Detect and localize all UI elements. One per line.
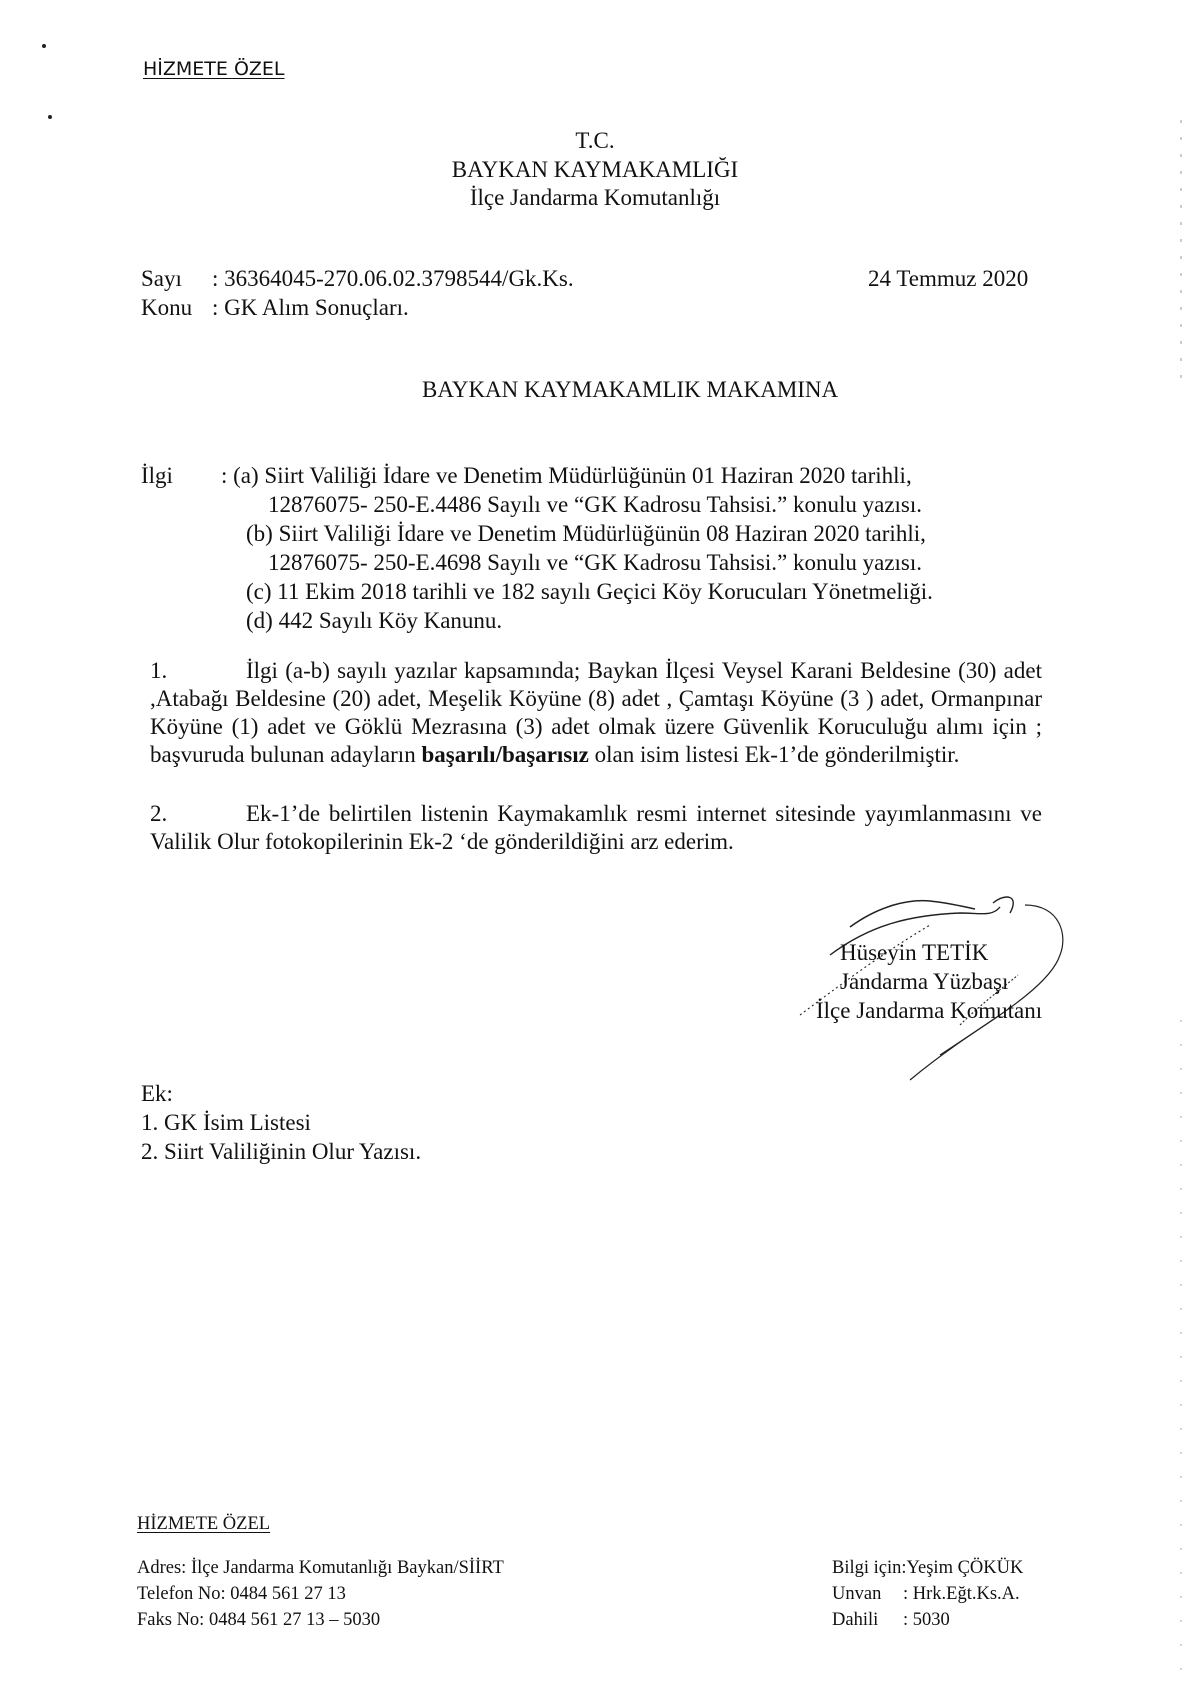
paragraph-2: [150, 800, 1042, 856]
reference-line-c: (c) 11 Ekim 2018 tarihli ve 182 sayılı Geçici Köy Korucuları Yönetmeliği.: [246, 579, 933, 604]
reference-line-b1: (b) Siirt Valiliği İdare ve Denetim Müdürlüğünün 08 Haziran 2020 tarihli,: [246, 521, 926, 546]
reference-line-a2: 12876075- 250-E.4486 Sayılı ve “GK Kadrosu Tahsisi.” konulu yazısı.: [268, 492, 923, 517]
classification-top: HİZMETE ÖZEL: [143, 58, 285, 80]
footer-dahili-value: : 5030: [903, 1610, 950, 1630]
footer-address: Adres: İlçe Jandarma Komutanlığı Baykan/SİİRT: [137, 1558, 504, 1578]
attachment-item-1: 1. GK İsim Listesi: [141, 1110, 311, 1135]
footer-unvan-value: : Hrk.Eğt.Ks.A.: [903, 1584, 1020, 1604]
scan-edge-artifact: [1180, 120, 1182, 1680]
document-date: 24 Temmuz 2020: [868, 266, 1029, 291]
paragraph-2-text: Ek-1’de belirtilen listenin Kaymakamlık resmi internet sitesinde yayımlanmasını ve Valilik Olur fotokopilerinin Ek-2 ‘de gönderildiğini arz ederim.: [150, 801, 1042, 854]
konu-value: : GK Alım Sonuçları.: [212, 295, 409, 320]
attachment-item-2: 2. Siirt Valiliğinin Olur Yazısı.: [141, 1139, 422, 1164]
unit-heading: İlçe Jandarma Komutanlığı: [469, 185, 721, 210]
footer-info-contact: Bilgi için:Yeşim ÇÖKÜK: [832, 1558, 1024, 1578]
sayi-label: Sayı: [141, 266, 182, 291]
attachments-label: Ek:: [141, 1081, 173, 1106]
paragraph-2-number: 2.: [150, 801, 168, 826]
paragraph-1-text: İlgi (a-b) sayılı yazılar kapsamında; Baykan İlçesi Veysel Karani Beldesine (30) adet ,Atabağı Beldesine (20) adet, Meşelik Köyüne (8) adet , Çamtaşı Köyüne (3 ) adet, Ormanpınar Köyüne (1) adet ve Göklü Mezrasına (3) adet olmak üzere Güvenlik Koruculuğu alımı için ; başvuruda bulunan adayların: [150, 658, 1042, 767]
footer-dahili-label: Dahili: [832, 1610, 879, 1630]
signer-title: İlçe Jandarma Komutanı: [816, 998, 1043, 1023]
scan-speck: [42, 44, 46, 48]
signer-name: Hüseyin TETİK: [840, 940, 989, 965]
footer-fax: Faks No: 0484 561 27 13 – 5030: [137, 1610, 381, 1630]
footer-phone: Telefon No: 0484 561 27 13: [137, 1584, 346, 1604]
reference-line-b2: 12876075- 250-E.4698 Sayılı ve “GK Kadrosu Tahsisi.” konulu yazısı.: [268, 550, 923, 575]
paragraph-1-number: 1.: [150, 658, 168, 683]
addressee: BAYKAN KAYMAKAMLIK MAKAMINA: [422, 377, 839, 402]
reference-line-d: (d) 442 Sayılı Köy Kanunu.: [246, 608, 503, 633]
tc-heading: T.C.: [575, 128, 615, 153]
paragraph-1: [150, 657, 1042, 769]
paragraph-1-text-end: olan isim listesi Ek-1’de gönderilmiştir.: [594, 742, 960, 767]
scan-speck: [48, 115, 52, 119]
sayi-value: : 36364045-270.06.02.3798544/Gk.Ks.: [212, 266, 574, 291]
signer-rank: Jandarma Yüzbaşı: [840, 969, 1009, 994]
ilgi-label: İlgi: [141, 463, 173, 488]
konu-label: Konu: [141, 295, 193, 320]
footer-unvan-label: Unvan: [832, 1584, 882, 1604]
reference-line-a1: : (a) Siirt Valiliği İdare ve Denetim Müdürlüğünün 01 Haziran 2020 tarihli,: [221, 463, 912, 488]
paragraph-1-emphasis: başarılı/başarısız: [421, 742, 589, 767]
classification-bottom: HİZMETE ÖZEL: [137, 1514, 271, 1534]
institution-heading: BAYKAN KAYMAKAMLIĞI: [451, 157, 739, 182]
